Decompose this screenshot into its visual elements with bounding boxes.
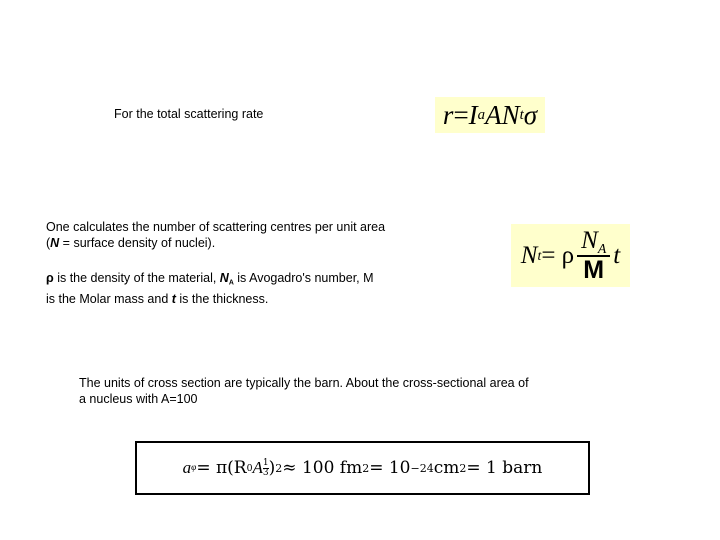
eq1-equals: = (453, 99, 469, 130)
para2-line2 (46, 291, 374, 307)
para2-line2a: is the Molar mass and (46, 292, 172, 307)
para1-N: N (50, 236, 60, 250)
eq2-N: N (520, 241, 538, 269)
eq3-exp-num: 1 (262, 457, 269, 468)
eq3-a: a (182, 458, 192, 477)
eq3-barn: = 1 barn (466, 458, 543, 478)
para2-t: t (171, 292, 176, 307)
eq3-square: 2 (275, 461, 283, 475)
eq3-square3: 2 (459, 461, 467, 475)
surface-density-equation (511, 224, 630, 287)
eq2-denominator: M (583, 256, 605, 285)
scattering-rate-equation (435, 97, 545, 133)
para2-t1: is the density of the material, (53, 271, 220, 285)
para1-open: ( (46, 236, 51, 250)
eq3-approx: ≈ 100 fm (282, 458, 363, 478)
eq2-equals-rho: = ρ (541, 241, 575, 269)
eq2-N-sub: t (537, 247, 542, 263)
eq3-A: A (252, 458, 263, 477)
para2-line2b: is the thickness. (175, 292, 269, 307)
eq3-exp-den: 3 (262, 467, 269, 478)
eq3-exp: −24 (410, 461, 434, 475)
eq1-r: r (442, 99, 454, 130)
para2-NA-sub: A (228, 279, 234, 287)
para2-t2: is Avogadro's number, M (233, 271, 374, 285)
eq1-N-sub: t (519, 106, 524, 123)
eq2-num-N: N (581, 226, 598, 254)
eq3-pi-R: = π(R (196, 458, 247, 478)
eq1-I: I (468, 99, 478, 130)
eq1-sigma: σ (523, 99, 538, 130)
para1-line1: One calculates the number of scattering centres per unit area (46, 220, 386, 234)
eq1-N: N (501, 99, 520, 130)
para1-rest: = surface density of nuclei). (59, 236, 216, 250)
eq3-cm: cm (433, 458, 460, 478)
eq2-numerator (577, 228, 610, 258)
eq2-num-sub: A (597, 240, 607, 256)
intro-text (114, 106, 263, 122)
eq3-close-paren: ) (268, 458, 276, 478)
eq3-R-sub: 0 (246, 462, 253, 474)
para3-line1: The units of cross section are typically the barn. About the cross-sectional area of (79, 376, 529, 390)
eq3-a-sub: φ (191, 463, 197, 473)
cross-section-equation (135, 441, 590, 495)
para1-line2 (46, 235, 385, 251)
eq2-fraction (577, 228, 610, 284)
eq3-ten: = 10 (369, 458, 411, 478)
scattering-centres-paragraph (46, 219, 385, 251)
para2-line1 (46, 270, 374, 291)
density-paragraph (46, 270, 374, 307)
eq3-square2: 2 (362, 461, 370, 475)
para3-line2: a nucleus with A=100 (79, 392, 198, 406)
intro-label: For the total scattering rate (114, 107, 264, 121)
units-paragraph (79, 375, 529, 407)
para2-NA: N (219, 271, 229, 285)
para2-rho: ρ (46, 271, 54, 285)
eq1-A: A (485, 99, 502, 130)
eq1-I-sub: a (477, 106, 486, 123)
eq2-t: t (613, 241, 621, 269)
